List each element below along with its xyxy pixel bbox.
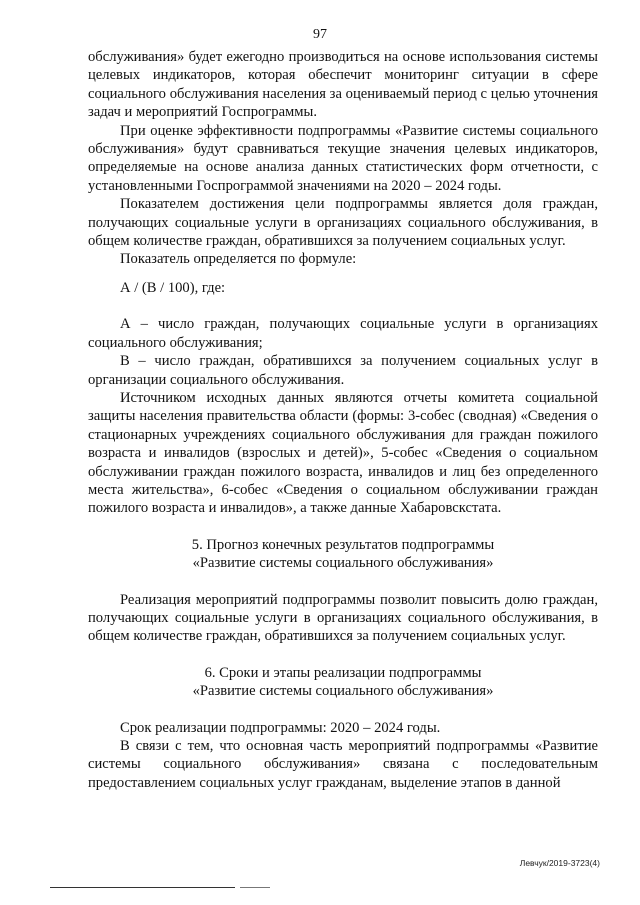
paragraph-4: Показатель определяется по формуле: (120, 251, 357, 268)
footer-divider (50, 887, 235, 888)
section-6-title: 6. Сроки и этапы реализации подпрограммы (204, 664, 482, 681)
paragraph-10: В связи с тем, что основная часть мероприятий подпрограммы «Развитие системы социального обслуживания» связана с последовательным предоставлением социальных услуг гражданам, выделение этапов в данной (88, 738, 598, 791)
document-code: Левчук/2019-3723(4) (519, 858, 600, 868)
paragraph-6: В – число граждан, обратившихся за получением социальных услуг в организации социального обслуживания. (88, 353, 598, 388)
page-number: 97 (313, 27, 327, 42)
section-6-subtitle: «Развитие системы социального обслуживания» (192, 683, 494, 700)
paragraph-9: Срок реализации подпрограммы: 2020 – 2024 годы. (120, 719, 441, 736)
paragraph-5: А – число граждан, получающих социальные услуги в организациях социального обслуживания; (88, 316, 598, 351)
section-6-heading (88, 664, 598, 701)
paragraph-2: При оценке эффективности подпрограммы «Развитие системы социального обслуживания» будут сравниваться текущие значения целевых индикаторов, определяемые на основе анализа данных статистических форм отчетности, с установленными Госпрограммой значениями на 2020 – 2024 годы. (88, 122, 598, 194)
paragraph-3: Показателем достижения цели подпрограммы является доля граждан, получающих социальные услуги в организациях социального обслуживания, в общем количестве граждан, обратившихся за получением социальных услуг. (88, 196, 598, 250)
section-5-title: 5. Прогноз конечных результатов подпрограммы (191, 536, 495, 553)
footer-divider-short (240, 887, 270, 888)
paragraph-8: Реализация мероприятий подпрограммы позволит повысить долю граждан, получающих социальные услуги в организациях социального обслуживания, в общем количестве граждан, обратившихся за получением социальных услуг. (88, 591, 598, 645)
document-body (88, 48, 598, 792)
section-5-heading (88, 536, 598, 573)
paragraph-1: обслуживания» будет ежегодно производиться на основе использования системы целевых индикаторов, которая обеспечит мониторинг ситуации в сфере социального обслуживания населения за оцениваемый период с целью уточнения задач и мероприятий Госпрограммы. (88, 49, 598, 121)
formula: А / (В / 100), где: (120, 279, 226, 296)
section-5-subtitle: «Развитие системы социального обслуживания» (192, 555, 494, 572)
paragraph-7: Источником исходных данных являются отчеты комитета социальной защиты населения правительства области (формы: 3-собес (сводная) «Сведения о стационарных учреждениях социального обслуживания для граждан пожилого возраста и инвалидов (взрослых и детей)», 5-собес «Сведения о социальном обслуживании граждан пожилого возраста, инвалидов и лиц без определенного места жительства», 6-собес «Сведения о социальном обслуживании граждан пожилого возраста и инвалидов», а также данные Хабаровскстата. (88, 389, 598, 517)
